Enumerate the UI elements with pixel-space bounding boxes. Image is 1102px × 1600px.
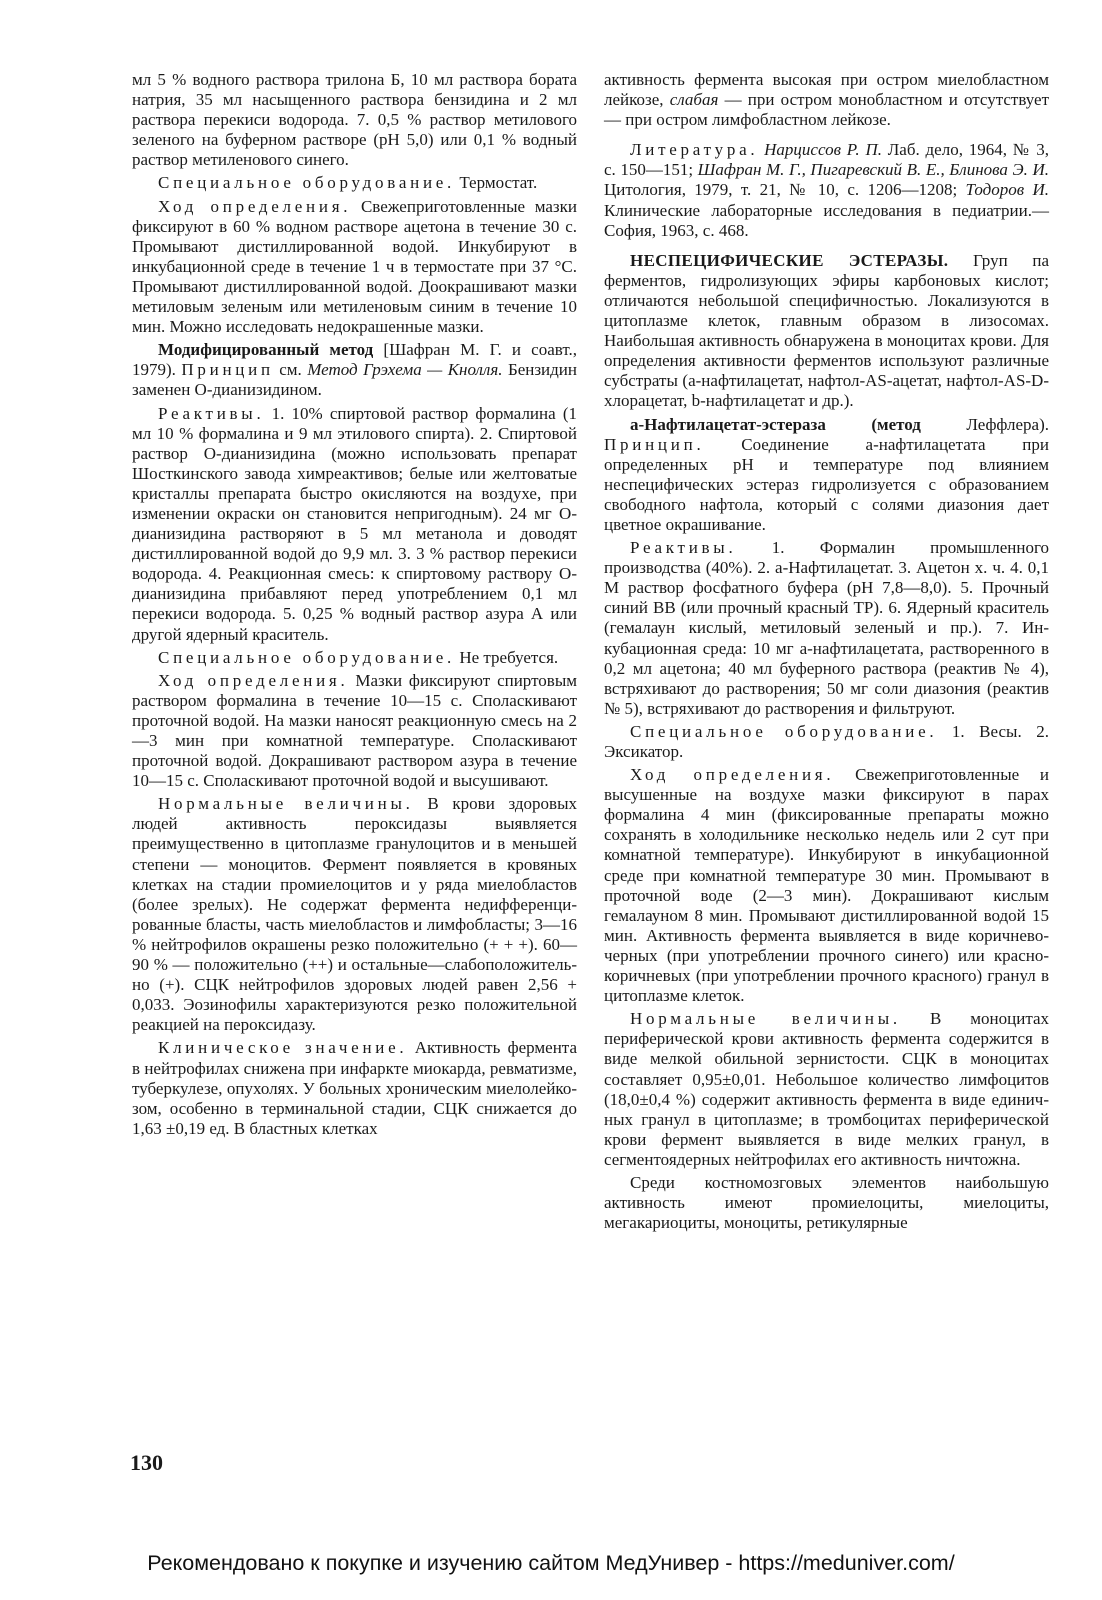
paragraph: Нормальные величины. В моноцитах периферической крови активность фермента содержится в виде мелкой обильной зернистости. СЦК в моноцитах составляет 0,95±0,01. Небольшое количество лимфоцитов (18,0±0,4 %) содержит активность фермента в виде единичных гранул в цитоплазме; в тромбоцитах периферической крови фермент выявляется в виде мелких гранул, в сегментоядерных нейтрофилах его активность ничтожна. xyxy=(604,1009,1050,1169)
section-label: Специальное оборудование. xyxy=(158,647,456,667)
section-label: Ход определения. xyxy=(158,196,352,216)
paragraph: Нормальные величины. В крови здоровых людей активность пероксидазы выявляется преимущественно в цитоплазме гранулоцитов и в меньшей степени — моноцитов. Фермент появляется в кровяных клетках на стадии промиелоцитов и у ряда миелобластов (более зрелых). Не содержат фермента недифференцированные бласты, часть миелобластов и лимфобласты; 3—16 % нейтрофилов окрашены резко положительно (+ + +). 60—90 % — положительно (++) и остальные—слабоположительно (+). СЦК нейтрофилов здоровых людей равен 2,56 + 0,033. Эозинофилы характеризуются резко положительной реакцией на пероксидазу. xyxy=(132,794,578,1035)
paragraph: Среди костномозговых элементов наибольшую активность имеют промиелоциты, миелоциты, мегакариоциты, моноциты, ретикулярные xyxy=(604,1172,1049,1233)
paragraph: Ход определения. Мазки фиксируют спиртовым раствором формалина в течение 10—15 с. Споласкивают проточной водой. На мазки наносят реакционную смесь на 2—3 мин при комнатной температуре. Споласкивают проточной водой. Докрашивают раствором азура в течение 10—15 с. Споласкивают проточной водой и высушивают. xyxy=(132,670,577,791)
section-label: Нормальные величины. xyxy=(158,794,414,814)
section-label: Ход определения. xyxy=(630,765,835,785)
paragraph: а-Нафтилацетат-эстераза (метод Леффлера). Принцип. Соединение а-нафтилацетата при определенных рН и температуре под влиянием неспецифических эстераз гидролизуется с образованием свободного нафтола, который с солями диазония дает цветное окрашивание. xyxy=(604,414,1049,534)
paragraph: Модифицированный метод [Шафран М. Г. и соавт., 1979). Принцип см. Метод Грэхема — Кнолля. Бензидин заменен О-дианизидином. xyxy=(132,340,578,400)
paragraph: Ход определения. Свежеприготовленные и высушенные на воздухе мазки фиксируют в парах формалина 4 мин (фиксированные препараты можно сохранять в холодильнике несколько недель или 2 сут при комнатной температуре). Инкубируют в инкубационной среде при комнатной температуре 30 мин. Промывают в проточной воде (2—3 мин). Докрашивают кислым гемалауном 8 мин. Промывают дистиллированной водой 15 мин. Активность фермента выявляется в виде коричнево-черных (при употреблении прочного синего) или красно-коричневых (при употреблении прочного красного) гранул в цитоплазме клеток. xyxy=(604,765,1049,1006)
paragraph: Специальное оборудование. Не требуется. xyxy=(158,647,559,667)
paragraph: Специальное оборудование. Термостат. xyxy=(158,173,538,193)
section-label: Нормальные величины. xyxy=(630,1009,901,1029)
section-label: Реактивы. xyxy=(158,403,265,423)
paragraph: активность фермента высокая при остром миелобластном лейкозе, слабая — при остром монобластном и отсутствует — при остром лимфобластном лейкозе. xyxy=(604,70,1050,130)
references: Литература. Нарциссов Р. П. Лаб. дело, 1964, № 3, с. 150—151; Шафран М. Г., Пигаревский В. Е., Блинова Э. И. Цитология, 1979, т. 21, № 10, с. 1206—1208; Тодоров И. Клинические лабораторные исследования в педиатрии.— София, 1963, с. 468. xyxy=(604,140,1050,240)
section-label: Клиническое значение. xyxy=(158,1038,408,1058)
paragraph: Ход определения. Свежеприготовленные мазки фиксируют в 60 % водном растворе ацетона в течение 30 с. Промывают дистиллированной водой. Инкубируют в инкубационной среде в течение 1 ч в термостате при 37 °С. Промывают дистиллированной водой. Доокрашивают мазки метиловым зеленым или метиленовым синим в течение 10 мин. Можно исследовать недокрашенные мазки. xyxy=(132,196,577,337)
method-heading: Модифицированный метод xyxy=(158,340,374,360)
section-label: Принцип. xyxy=(604,434,705,454)
section-label: Литература. xyxy=(630,140,759,160)
paragraph: Специальное оборудование. 1. Весы. 2. Эксикатор. xyxy=(604,721,1049,761)
paragraph: Реактивы. 1. 10% спиртовой раствор формалина (1 мл 10 % формалина и 9 мл этилового спирта). 2. Спиртовой раствор О-дианизидина (можно использовать препарат Шосткинского завода химреактивов; белые или желтоватые кристаллы препарата быстро окисляются на воздухе, при изменении окраски он становится непригодным). 24 мг О-дианизидина растворяют в 5 мл метанола и доводят дистиллированной водой до 9,9 мл. 3. 3 % раствор перекиси водорода. 4. Реакционная смесь: к спиртовому раствору О-дианизидина прибавляют перед употреблением 0,1 мл перекиси водорода. 5. 0,25 % водный раствор азура А или другой ядерный краситель. xyxy=(132,403,577,644)
section-label: Принцип xyxy=(181,360,274,380)
footer-banner: Рекомендовано к покупке и изучению сайтом МедУнивер - https://meduniver.com/ xyxy=(147,1551,955,1575)
section-label: Реактивы. xyxy=(630,538,737,558)
right-column xyxy=(604,70,1049,1233)
paragraph: НЕСПЕЦИФИЧЕСКИЕ ЭСТЕРАЗЫ. Груп па ферментов, гидролизующих эфиры карбоновых кислот; отличаются небольшой специфичностью. Локализуются в цитоплазме клеток, главным образом в лизосомах. Наибольшая активность обнаружена в моноцитах крови. Для определения активности ферментов используют различные субстраты (а-нафтилацетат, нафтол-AS-ацетат, нафтол-AS-D-хлорацетат, b-нафтилацетат и др.). xyxy=(604,250,1050,411)
paragraph: мл 5 % водного раствора трилона Б, 10 мл раствора бората натрия, 35 мл насыщенного раствора бензидина и 2 мл раствора перекиси водорода. 7. 0,5 % раствор метилового зеленого на буферном растворе (рН 5,0) или 0,1 % водный раствор метиленового синего. xyxy=(132,70,577,170)
paragraph: Реактивы. 1. Формалин промышленного производства (40%). 2. а-Нафтилацетат. 3. Ацетон х. ч. 4. 0,1 М раствор фосфатного буфера (рН 7,8—8,0). 5. Прочный синий ВВ (или прочный красный ТР). 6. Ядерный краситель (гемалаун кислый, метиловый зеленый и пр.). 7. Инкубационная среда: 10 мг а-нафтилацетата, растворенного в 0,2 мл ацетона; 40 мл буферного раствора (реактив № 4), встряхивают до растворения; 50 мг соли диазония (реактив № 5), встряхивают до растворения и фильтруют. xyxy=(604,538,1049,718)
left-column xyxy=(132,70,577,1139)
section-label: Специальное оборудование. xyxy=(158,173,456,193)
article-heading: НЕСПЕЦИФИЧЕСКИЕ ЭСТЕРАЗЫ. xyxy=(630,250,949,270)
page-number: 130 xyxy=(130,1450,163,1475)
method-heading: а-Нафтилацетат-эстераза (метод xyxy=(630,414,921,434)
section-label: Ход определения. xyxy=(158,670,349,690)
paragraph: Клиническое значение. Активность фермента в нейтрофилах снижена при инфаркте миокарда, ревматизме, туберкулезе, опухолях. У больных хроническим миелолейкозом, особенно в терминальной стадии, СЦК снижается до 1,63 ±0,19 ед. В бластных клетках xyxy=(132,1038,577,1138)
section-label: Специальное оборудование. xyxy=(630,721,938,741)
